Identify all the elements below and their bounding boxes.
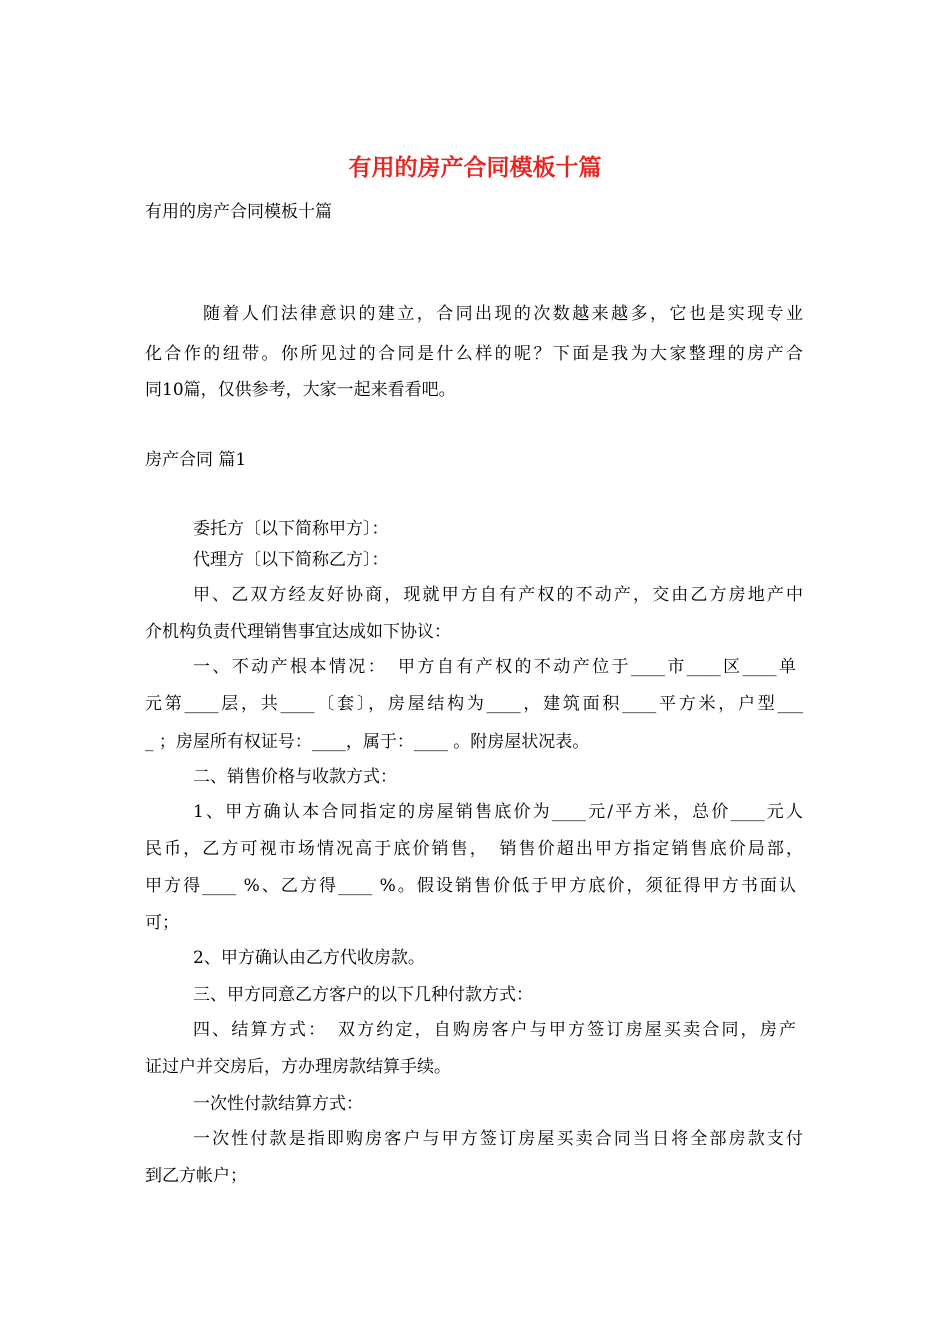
intro-line-3: 同10篇，仅供参考，大家一起来看看吧。 (145, 380, 456, 400)
document-subtitle: 有用的房产合同模板十篇 (145, 202, 332, 222)
paragraph-line: _ ；房屋所有权证号：____，属于：____ 。附房屋状况表。 (145, 732, 590, 752)
paragraph-line: 四、结算方式： 双方约定，自购房客户与甲方签订房屋买卖合同，房产 (193, 1020, 796, 1040)
paragraph-line: 三、甲方同意乙方客户的以下几种付款方式： (193, 985, 533, 1005)
intro-line-2: 化合作的纽带。你所见过的合同是什么样的呢？下面是我为大家整理的房产合 (145, 344, 803, 364)
paragraph-line: 民币，乙方可视市场情况高于底价销售， 销售价超出甲方指定销售底价局部， (145, 839, 803, 859)
paragraph-line: 甲方得____ %、乙方得____ %。假设销售价低于甲方底价，须征得甲方书面认 (145, 876, 796, 896)
paragraph-line: 一次性付款结算方式： (193, 1094, 363, 1114)
document-title: 有用的房产合同模板十篇 (348, 155, 602, 181)
paragraph-line: 二、销售价格与收款方式： (193, 767, 397, 787)
paragraph-line: 元第____层，共____〔套〕，房屋结构为____，建筑面积____平方米，户型___ (145, 694, 803, 714)
paragraph-line: 代理方〔以下简称乙方〕： (193, 550, 389, 570)
paragraph-line: 甲、乙双方经友好协商，现就甲方自有产权的不动产，交由乙方房地产中 (193, 585, 803, 605)
section-heading: 房产合同 篇1 (145, 450, 247, 470)
paragraph-line: 介机构负责代理销售事宜达成如下协议： (145, 622, 451, 642)
paragraph-line: 委托方〔以下简称甲方〕： (193, 519, 389, 539)
intro-line-1: 随着人们法律意识的建立，合同出现的次数越来越多，它也是实现专业 (203, 304, 803, 324)
paragraph-line: 可； (145, 913, 179, 933)
paragraph-line: 一、不动产根本情况： 甲方自有产权的不动产位于____市____区____单 (193, 657, 796, 677)
paragraph-line: 2、甲方确认由乙方代收房款。 (193, 948, 425, 968)
paragraph-line: 证过户并交房后，方办理房款结算手续。 (145, 1057, 451, 1077)
paragraph-line: 1、甲方确认本合同指定的房屋销售底价为____元/平方米，总价____元人 (193, 802, 803, 822)
paragraph-line: 一次性付款是指即购房客户与甲方签订房屋买卖合同当日将全部房款支付 (193, 1129, 803, 1149)
paragraph-line: 到乙方帐户； (145, 1166, 247, 1186)
